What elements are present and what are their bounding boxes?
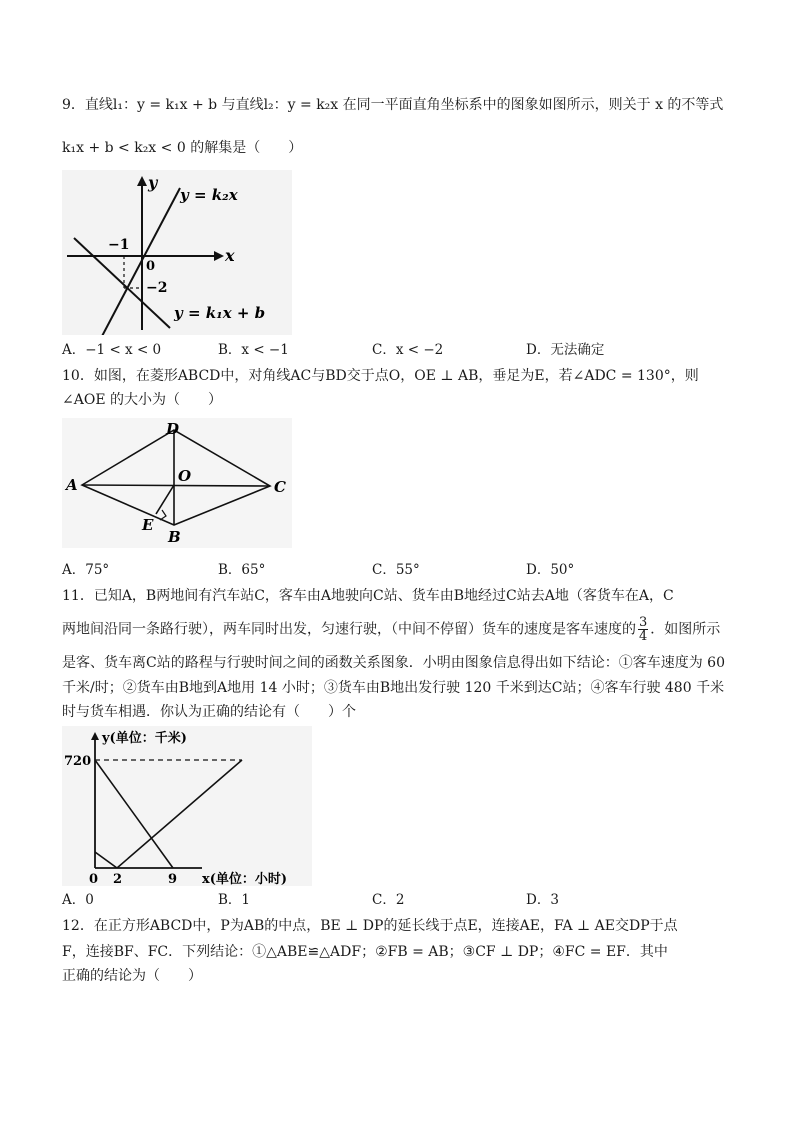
q9-x-tick-label: −1: [108, 237, 130, 253]
q10-stem-line2: ∠AOE 的大小为（ ）: [62, 392, 222, 408]
q11-distance-time-graph: [62, 726, 312, 886]
q12-stem-line1: 12．在正方形ABCD中，P为AB的中点，BE ⊥ DP的延长线于点E，连接AE，FA ⊥ AE交DP于点: [62, 918, 678, 934]
q9-option-b[interactable]: B．x < −1: [218, 342, 289, 358]
q11-option-d[interactable]: D．3: [526, 892, 559, 908]
q9-stem-line1: 9．直线l₁：y = k₁x + b 与直线l₂：y = k₂x 在同一平面直角坐标系中的图象如图所示，则关于 x 的不等式: [62, 97, 724, 113]
q10-rhombus-figure: [62, 418, 292, 548]
q10-option-a[interactable]: A．75°: [62, 562, 110, 578]
q10-option-b[interactable]: B．65°: [218, 562, 266, 578]
q10-option-c[interactable]: C．55°: [372, 562, 420, 578]
q11-stem-line2: [62, 616, 720, 643]
q11-x-tick-9: 9: [168, 872, 178, 886]
q9-y-tick-label: −2: [146, 280, 168, 296]
q9-option-d[interactable]: D．无法确定: [526, 342, 605, 358]
q10-label-d: D: [166, 420, 180, 438]
q11-origin-label: 0: [89, 872, 99, 886]
q11-graph-bg: [62, 726, 312, 886]
q10-label-o: O: [178, 467, 192, 485]
q9-stem-line2: k₁x + b < k₂x < 0 的解集是（ ）: [62, 140, 303, 156]
q9-l2-label: y = k₂x: [180, 186, 238, 204]
q11-y-tick-720: 720: [64, 754, 92, 769]
q9-option-a[interactable]: A．−1 < x < 0: [62, 342, 162, 358]
q10-label-a: A: [66, 476, 78, 494]
q11-fraction-numerator: 3: [639, 615, 648, 630]
q9-l1-label: y = k₁x + b: [174, 304, 266, 322]
q12-stem-line2: F，连接BF、FC．下列结论：①△ABE≌△ADF；②FB = AB；③CF ⊥ DP；④FC = EF．其中: [62, 944, 668, 960]
q11-fraction: [638, 616, 648, 643]
q9-y-axis-label: y: [148, 173, 158, 192]
q11-stem-line2-post: ．如图所示: [650, 621, 721, 638]
q11-option-b[interactable]: B．1: [218, 892, 251, 908]
q10-option-d[interactable]: D．50°: [526, 562, 575, 578]
q9-origin-label: 0: [146, 259, 156, 274]
q11-x-tick-2: 2: [113, 872, 123, 886]
q10-label-e: E: [142, 516, 154, 534]
q10-stem-line1: 10．如图，在菱形ABCD中，对角线AC与BD交于点O，OE ⊥ AB，垂足为E，若∠ADC = 130°，则: [62, 368, 699, 384]
q11-fraction-denominator: 4: [639, 629, 648, 644]
q11-stem-line1: 11．已知A，B两地间有汽车站C，客车由A地驶向C站、货车由B地经过C站去A地（客货车在A，C: [62, 588, 674, 604]
q11-stem-line3: 是客、货车离C站的路程与行驶时间之间的函数关系图象．小明由图象信息得出如下结论：①客车速度为 60: [62, 655, 725, 671]
q9-option-c[interactable]: C．x < −2: [372, 342, 444, 358]
q10-label-b: B: [168, 528, 181, 546]
q11-y-axis-label: y(单位：千米): [102, 731, 187, 746]
q11-x-axis-label: x(单位：小时): [202, 872, 288, 886]
q10-diagonal-ac: [82, 485, 270, 486]
q11-stem-line2-pre: 两地间沿同一条路行驶），两车同时出发，匀速行驶，（中间不停留）货车的速度是客车速度的: [62, 621, 636, 638]
q9-x-axis-label: x: [225, 246, 235, 265]
q11-option-a[interactable]: A．0: [62, 892, 94, 908]
q12-stem-line3: 正确的结论为（ ）: [62, 968, 202, 984]
q11-option-c[interactable]: C．2: [372, 892, 405, 908]
q10-label-c: C: [274, 478, 286, 496]
q11-stem-line4: 千米/时；②货车由B地到A地用 14 小时；③货车由B地出发行驶 120 千米到达C站；④客车行驶 480 千米: [62, 680, 725, 696]
q11-stem-line5: 时与货车相遇．你认为正确的结论有（ ）个: [62, 704, 356, 720]
q9-graph: [62, 170, 292, 335]
